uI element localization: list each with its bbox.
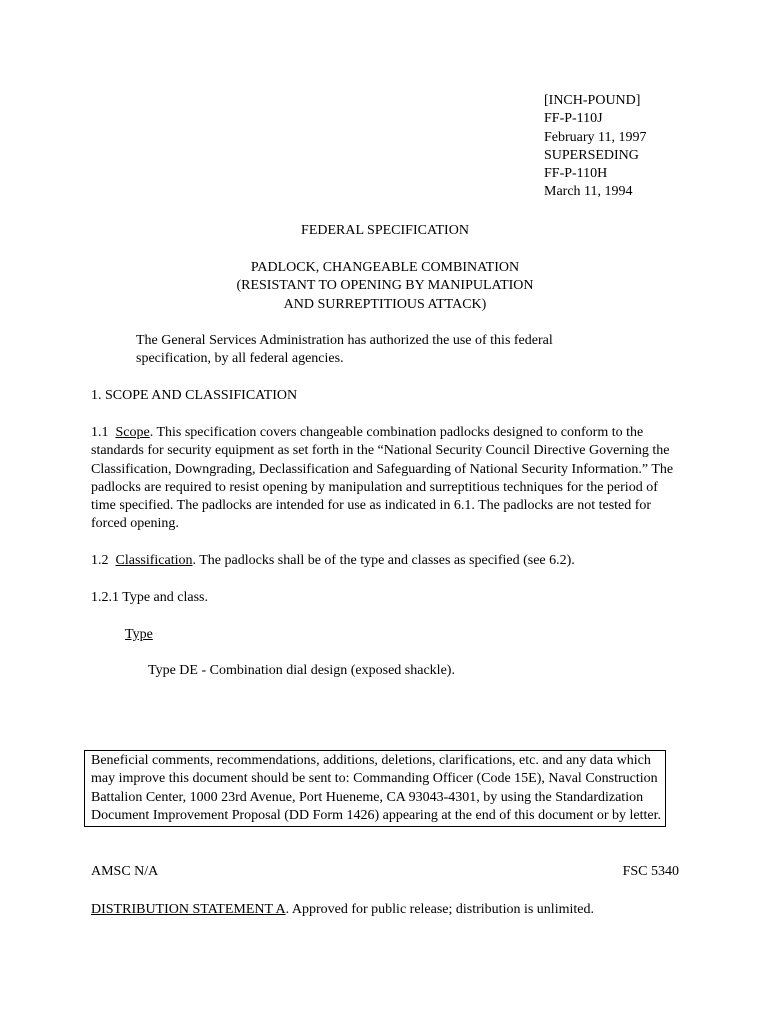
header-line: February 11, 1997 (544, 129, 647, 145)
title-line: PADLOCK, CHANGEABLE COMBINATION (250, 260, 520, 275)
document-header (544, 92, 647, 202)
header-line: SUPERSEDING (544, 147, 639, 163)
distribution-text: . Approved for public release; distribution is unlimited. (285, 902, 594, 917)
document-title (0, 259, 770, 314)
type-label: Type (125, 627, 153, 642)
section-heading: 1. SCOPE AND CLASSIFICATION (91, 388, 298, 403)
amsc-code: AMSC N/A (91, 864, 159, 879)
header-line: [INCH-POUND] (544, 93, 641, 108)
distribution-statement (91, 901, 691, 919)
footer-codes (91, 863, 679, 881)
document-type: FEDERAL SPECIFICATION (301, 223, 469, 238)
distribution-label: DISTRIBUTION STATEMENT A (91, 902, 286, 917)
classification-label: Classification (115, 553, 193, 568)
scope-text: . This specification covers changeable combination padlocks designed to conform to the standards for security equipment as set forth in the “National Security Council Directive Governing the Classification, Downgrading, Declassification and Safeguarding of National Security Information.” The padlocks are required to resist opening by manipulation and surreptitious techniques for the period of time specified. The padlocks are intended for use as indicated in 6.1. The padlocks are not tested for forced opening. (91, 425, 674, 532)
fsc-code: FSC 5340 (622, 864, 679, 879)
paragraph-number: 1.1 (91, 425, 109, 440)
header-line: FF-P-110J (544, 111, 603, 127)
title-line: AND SURREPTITIOUS ATTACK) (283, 296, 487, 312)
type-item: Type DE - Combination dial design (exposed shackle). (148, 663, 455, 678)
header-line: FF-P-110H (544, 166, 608, 182)
scope-paragraph (91, 424, 681, 534)
type-class-heading: 1.2.1 Type and class. (91, 590, 208, 605)
comments-notice-box (84, 750, 666, 827)
classification-text: . The padlocks shall be of the type and classes as specified (see 6.2). (192, 553, 575, 568)
classification-paragraph (91, 552, 681, 570)
header-line: March 11, 1994 (544, 184, 633, 200)
authorization-statement: The General Services Administration has authorized the use of this federal specification, by all federal agencies. (136, 333, 553, 367)
title-line: (RESISTANT TO OPENING BY MANIPULATION (236, 278, 534, 294)
scope-label: Scope (115, 425, 150, 440)
comments-notice-text: Beneficial comments, recommendations, additions, deletions, clarifications, etc. and any data which may improve this document should be sent to: Commanding Officer (Code 15E), Naval Construction Battalion Center, 1000 23rd Avenue, Port Hueneme, CA 93043-4301, by using the Standardization Document Improvement Proposal (DD Form 1426) appearing at the end of this document or by letter. (91, 753, 661, 823)
paragraph-number: 1.2 (91, 553, 109, 568)
